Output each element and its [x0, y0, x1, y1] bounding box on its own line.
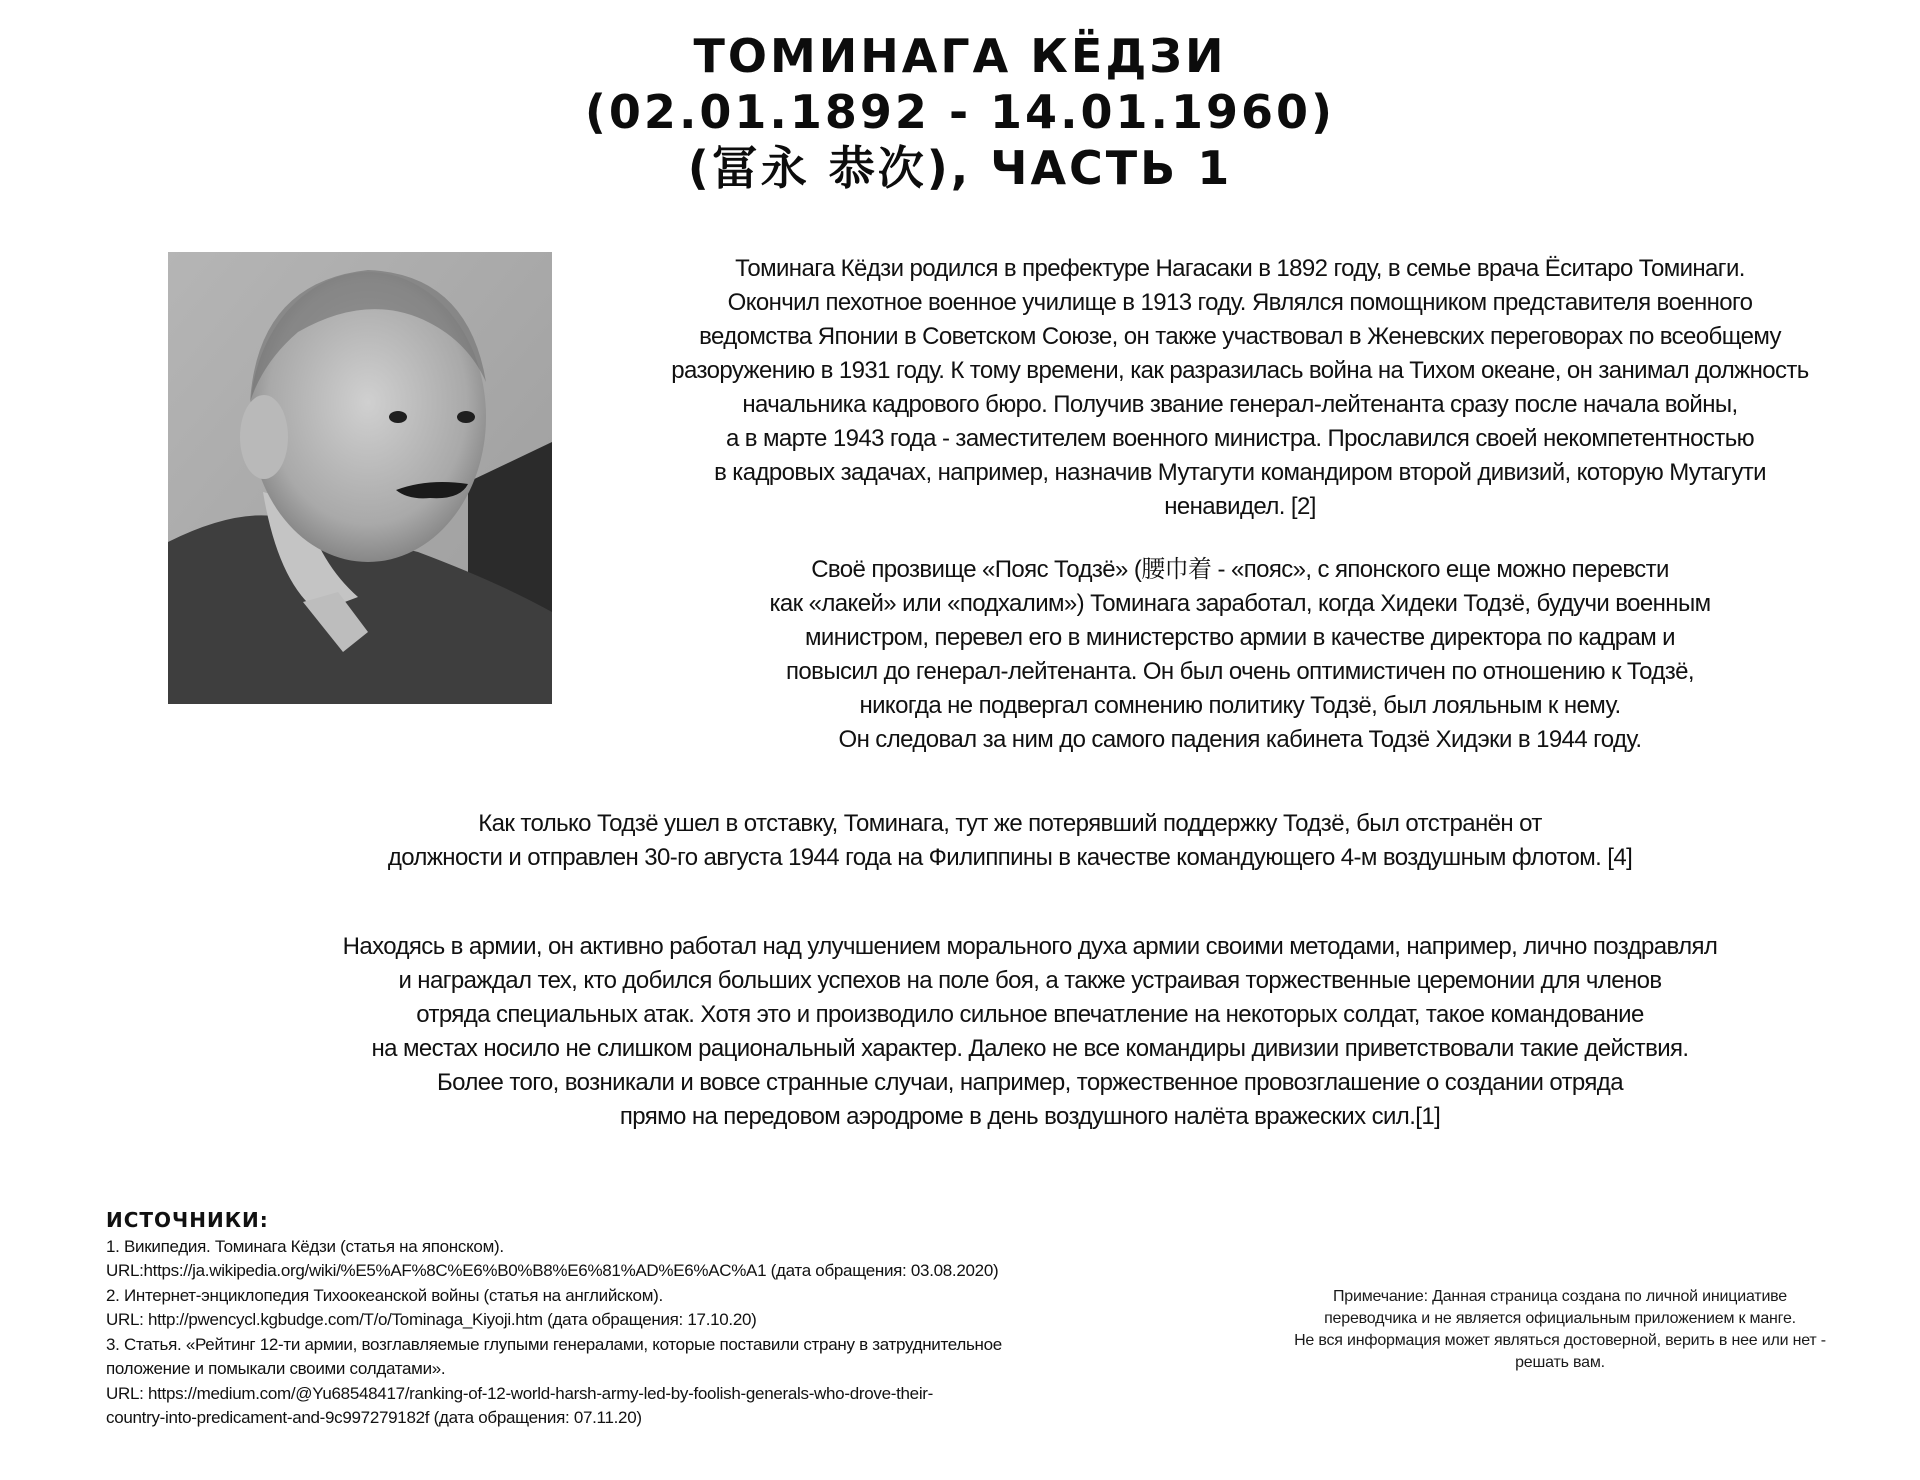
eye-left	[389, 411, 407, 423]
page-title	[0, 28, 1920, 196]
sources-section	[106, 1208, 1206, 1431]
title-dates: (02.01.1892 - 14.01.1960)	[584, 85, 1336, 139]
text-line: должности и отправлен 30-го августа 1944 года на Филиппины в качестве командующего 4-м воздушным флотом. [4]	[387, 844, 1633, 871]
source-3-url[interactable]: URL: https://medium.com/@Yu68548417/ranking-of-12-world-harsh-army-led-by-foolish-generals-who-drove-their-	[106, 1383, 934, 1403]
source-1-url[interactable]: URL:https://ja.wikipedia.org/wiki/%E5%AF%8C%E6%B0%B8%E6%81%AD%E6%AC%A1 (дата обращения: 03.08.2020)	[106, 1261, 999, 1280]
source-1-title: 1. Википедия. Томинага Кёдзи (статья на японском).	[106, 1236, 504, 1256]
translator-note	[1220, 1286, 1900, 1374]
biography-paragraph-4	[190, 930, 1870, 1134]
eye-right	[457, 411, 475, 423]
source-2-title: 2. Интернет-энциклопедия Тихоокеанской войны (статья на английском).	[106, 1285, 663, 1305]
text-line: повысил до генерал-лейтенанта. Он был очень оптимистичен по отношению к Тодзё,	[786, 658, 1694, 685]
title-part: (冨永 恭次), ЧАСТЬ 1	[687, 141, 1233, 195]
text-line: Окончил пехотное военное училище в 1913 году. Являлся помощником представителя военного	[727, 289, 1753, 316]
biography-paragraph-1	[580, 252, 1900, 524]
text-line: Как только Тодзё ушел в отставку, Томинага, тут же потерявший поддержку Тодзё, был отстранён от	[478, 810, 1542, 837]
note-line: Примечание: Данная страница создана по личной инициативе	[1333, 1288, 1787, 1305]
source-3-url-cont[interactable]: country-into-predicament-and-9c997279182f (дата обращения: 07.11.20)	[106, 1408, 642, 1427]
sources-heading: ИСТОЧНИКИ:	[106, 1208, 269, 1232]
text-line: начальника кадрового бюро. Получив звание генерал-лейтенанта сразу после начала войны,	[742, 391, 1738, 418]
source-3-title: 3. Статья. «Рейтинг 12-ти армии, возглавляемые глупыми генералами, которые поставили страну в затруднительное	[106, 1334, 1002, 1354]
title-name: ТОМИНАГА КЁДЗИ	[693, 29, 1227, 83]
text-line: и награждал тех, кто добился больших успехов на поле боя, а также устраивая торжественные церемонии для членов	[398, 967, 1662, 994]
text-line: на местах носило не слишком рациональный характер. Далеко не все командиры дивизии приветствовали такие действия.	[371, 1035, 1689, 1062]
text-line: разоружению в 1931 году. К тому времени, как разразилась война на Тихом океане, он занимал должность	[671, 357, 1809, 384]
text-line: прямо на передовом аэродроме в день воздушного налёта вражеских сил.[1]	[619, 1103, 1441, 1130]
text-line: как «лакей» или «подхалим») Томинага заработал, когда Хидеки Тодзё, будучи военным	[769, 590, 1711, 617]
text-line: а в марте 1943 года - заместителем военного министра. Прославился своей некомпетентностью	[725, 425, 1755, 452]
note-line: Не вся информация может являться достоверной, верить в нее или нет -	[1294, 1332, 1826, 1349]
text-line: ведомства Японии в Советском Союзе, он также участвовал в Женевских переговорах по всеобщему	[699, 323, 1781, 350]
portrait-photo	[168, 252, 552, 704]
text-line: никогда не подвергал сомнению политику Тодзё, был лояльным к нему.	[859, 692, 1621, 719]
biography-paragraph-3	[220, 807, 1800, 875]
text-line: Более того, возникали и вовсе странные случаи, например, торжественное провозглашение о создании отряда	[437, 1069, 1623, 1096]
text-line: Находясь в армии, он активно работал над улучшением морального духа армии своими методами, например, лично поздравлял	[342, 933, 1718, 960]
text-line: Своё прозвище «Пояс Тодзё» (腰巾着 - «пояс», с японского еще можно перевсти	[811, 556, 1669, 583]
text-line: ненавидел. [2]	[1164, 493, 1316, 520]
text-line: в кадровых задачах, например, назначив Мутагути командиром второй дивизий, которую Мутагути	[714, 459, 1766, 486]
ear-shape	[240, 395, 288, 479]
text-line: Он следовал за ним до самого падения кабинета Тодзё Хидэки в 1944 году.	[838, 726, 1642, 753]
source-3-title-cont: положение и помыкали своими солдатами».	[106, 1359, 446, 1378]
text-line: отряда специальных атак. Хотя это и производило сильное впечатление на некоторых солдат, такое командование	[416, 1001, 1644, 1028]
note-line: решать вам.	[1515, 1354, 1605, 1371]
note-line: переводчика и не является официальным приложением к манге.	[1324, 1310, 1796, 1327]
text-line: министром, перевел его в министерство армии в качестве директора по кадрам и	[805, 624, 1675, 651]
source-2-url[interactable]: URL: http://pwencycl.kgbudge.com/T/o/Tominaga_Kiyoji.htm (дата обращения: 17.10.20)	[106, 1310, 757, 1329]
text-line: Томинага Кёдзи родился в префектуре Нагасаки в 1892 году, в семье врача Ёситаро Томинаги.	[735, 255, 1745, 282]
biography-paragraph-2	[640, 553, 1840, 757]
